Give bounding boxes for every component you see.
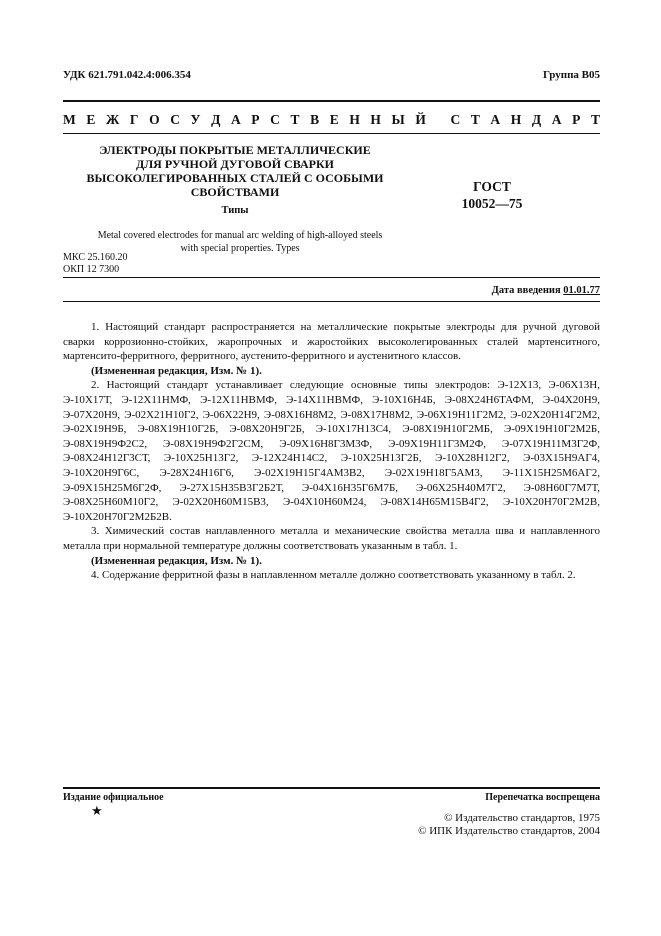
document-title-ru	[75, 143, 395, 199]
star-icon: ★	[91, 803, 103, 818]
title-line-2: ДЛЯ РУЧНОЙ ДУГОВОЙ СВАРКИ	[135, 157, 334, 171]
heading-letter: Д	[211, 112, 221, 127]
clause-1: 1. Настоящий стандарт распространяется на металлические покрытые электроды для ручной дуговой сварки коррозионно-стойких, жаропрочных и жаростойких высоколегированных сталей мартенситного, мартенсито-ферритного, ферритного, аустенито-ферритного и аустенитного классов.	[63, 321, 600, 363]
effective-date-label: Дата введения	[491, 285, 561, 296]
heading-letter: Р	[572, 112, 581, 127]
mks-code: МКС 25.160.20	[63, 252, 128, 263]
heading-letter: Ы	[391, 112, 405, 127]
heading-letter: А	[490, 112, 501, 127]
heading-letter: Й	[415, 112, 426, 127]
clause-2: 2. Настоящий стандарт устанавливает следующие основные типы электродов: Э-12Х13, Э-06Х13Н, Э-10Х17Т, Э-12Х11НМФ, Э-12Х11НВМФ, Э-14Х11НВМФ, Э-10Х16Н4Б, Э-08Х24Н6ТАФМ, Э-04Х20Н9, Э-07Х20Н9, Э-02Х21Н10Г2, Э-06Х22Н9, Э-08Х16Н8М2, Э-08Х17Н8М2, Э-06Х19Н11Г2М2, Э-02Х20Н14Г2М2, Э-02Х19Н9Б, Э-08Х19Н10Г2Б, Э-08Х20Н9Г2Б, Э-10Х17Н13С4, Э-08Х19Н10Г2МБ, Э-09Х19Н10Г2М2Б, Э-08Х19Н9Ф2С2, Э-08Х19Н9Ф2Г2СМ, Э-09Х16Н8Г3М3Ф, Э-09Х19Н11Г3М2Ф, Э-07Х19Н11М3Г2Ф, Э-08Х24Н12Г3СТ, Э-10Х25Н13Г2, Э-12Х24Н14С2, Э-10Х25Н13Г2Б, Э-10Х28Н12Г2, Э-03Х15Н9АГ4, Э-10Х20Н9Г6С, Э-28Х24Н16Г6, Э-02Х19Н15Г4АМ3В2, Э-02Х19Н18Г5АМ3, Э-11Х15Н25М6АГ2, Э-09Х15Н25М6Г2Ф, Э-27Х15Н35В3Г2Б2Т, Э-04Х16Н35Г6М7Б, Э-06Х25Н40М7Г2, Э-08Н60Г7М7Т, Э-08Х25Н60М10Г2, Э-02Х20Н60М15В3, Э-04Х10Н60М24, Э-08Х14Н65М15В4Г2, Э-10Х20Н70Г2М2В, Э-10Х20Н70Г2М2Б2В.	[63, 379, 600, 523]
heading-letter: Т	[590, 112, 600, 127]
heading-letter: Е	[329, 112, 339, 127]
copyright-2004: © ИПК Издательство стандартов, 2004	[418, 825, 600, 837]
heading-letter: Д	[531, 112, 542, 127]
amendment-note-1: (Измененная редакция, Изм. № 1).	[91, 364, 262, 377]
copyright-1975: © Издательство стандартов, 1975	[444, 812, 600, 824]
official-edition: Издание официальное	[63, 792, 164, 803]
heading-letter: А	[230, 112, 241, 127]
heading-letter: У	[190, 112, 201, 127]
interstate-standard-heading	[63, 112, 600, 128]
gost-label: ГОСТ	[473, 179, 511, 194]
heading-gap	[437, 112, 440, 128]
copyright	[418, 812, 600, 838]
heading-letter: Е	[86, 112, 96, 127]
gost-number: 10052—75	[461, 196, 523, 211]
heading-letter: С	[450, 112, 461, 127]
header-rule-bottom	[63, 133, 600, 134]
heading-letter: С	[270, 112, 280, 127]
header-rule-top	[63, 100, 600, 102]
title-line-4: СВОЙСТВАМИ	[190, 185, 280, 199]
heading-letter: Р	[251, 112, 260, 127]
reprint-prohibited: Перепечатка воспрещена	[485, 792, 600, 803]
effective-date	[492, 285, 600, 296]
heading-letter: В	[310, 112, 320, 127]
clause-3: 3. Химический состав наплавленного металла и механические свойства металла шва и наплавленного металла при нормальной температуре должны соответствовать указанным в табл. 1.	[63, 525, 600, 552]
heading-letter: Н	[510, 112, 522, 127]
okp-code: ОКП 12 7300	[63, 264, 120, 275]
udk-code: УДК 621.791.042.4:006.354	[63, 69, 191, 81]
effective-date-value: 01.01.77	[563, 285, 600, 296]
group-code: Группа В05	[542, 69, 600, 81]
date-rule	[63, 301, 600, 302]
heading-letter: Ж	[105, 112, 120, 127]
title-types: Типы	[221, 205, 249, 216]
gost-designation	[432, 178, 552, 212]
codes-rule	[63, 277, 600, 278]
classification-codes	[63, 252, 127, 276]
heading-letter: Н	[370, 112, 381, 127]
heading-letter: Г	[129, 112, 139, 127]
heading-letter: О	[149, 112, 160, 127]
document-body	[63, 320, 600, 583]
heading-letter: Н	[349, 112, 360, 127]
heading-letter: М	[63, 112, 76, 127]
heading-letter: Т	[470, 112, 480, 127]
clause-4: 4. Содержание ферритной фазы в наплавленном металле должно соответствовать указанному в табл. 2.	[91, 569, 576, 582]
heading-letter: С	[170, 112, 180, 127]
heading-letter: Т	[290, 112, 300, 127]
title-en-line-2: with special properties. Types	[180, 243, 300, 254]
title-en-line-1: Metal covered electrodes for manual arc welding of high-alloyed steels	[97, 230, 383, 241]
title-line-1: ЭЛЕКТРОДЫ ПОКРЫТЫЕ МЕТАЛЛИЧЕСКИЕ	[99, 143, 371, 157]
title-line-3: ВЫСОКОЛЕГИРОВАННЫХ СТАЛЕЙ С ОСОБЫМИ	[86, 171, 384, 185]
heading-letter: А	[551, 112, 562, 127]
footer-rule	[63, 787, 600, 789]
amendment-note-2: (Измененная редакция, Изм. № 1).	[91, 554, 262, 567]
